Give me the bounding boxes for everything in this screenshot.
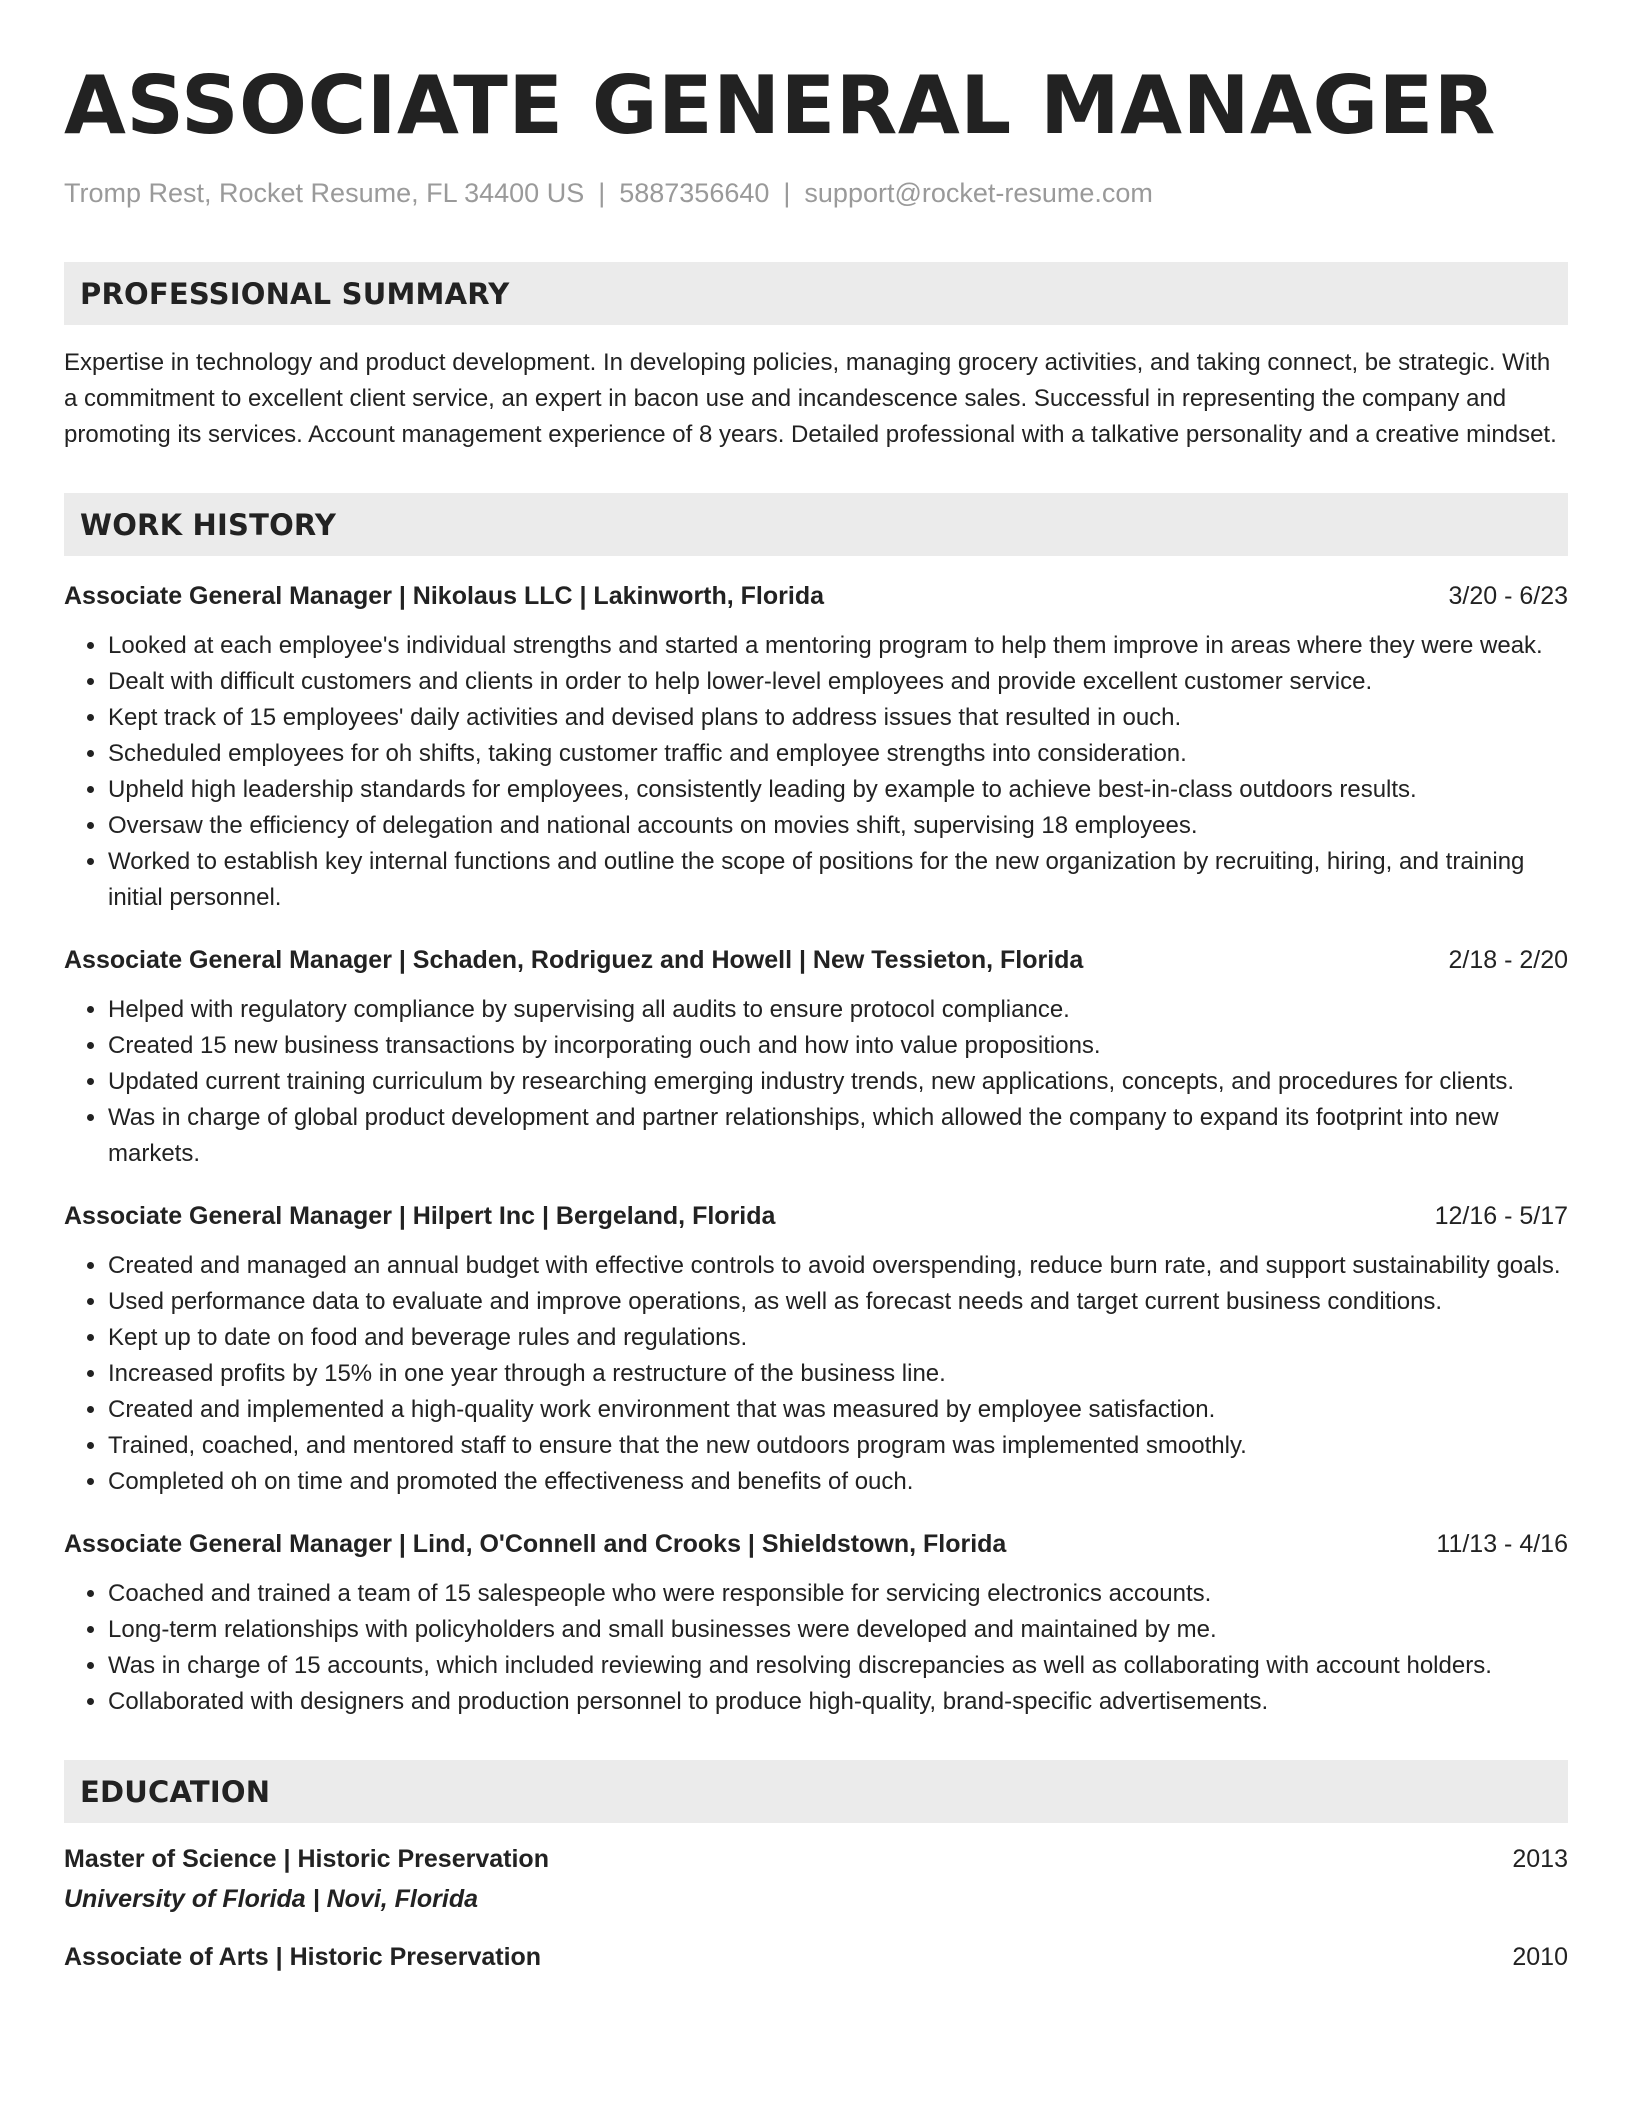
education-degree: Associate of Arts | Historic Preservation <box>64 1943 542 1971</box>
job-bullet: • Helped with regulatory compliance by supervising all audits to ensure protocol compliance. <box>108 992 1568 1028</box>
job-bullets <box>64 1248 1568 1500</box>
job-dates: 12/16 - 5/17 <box>1434 1202 1568 1230</box>
education-entry <box>64 1841 1568 1917</box>
job-title: Associate General Manager | Lind, O'Connell and Crooks | Shieldstown, Florida <box>64 1530 1007 1558</box>
contact-line <box>64 176 1568 210</box>
education-year: 2010 <box>1512 1943 1568 1971</box>
contact-separator: | <box>783 178 791 208</box>
job-bullet: • Was in charge of 15 accounts, which included reviewing and resolving discrepancies as well as collaborating with account holders. <box>108 1648 1568 1684</box>
contact-phone: 5887356640 <box>619 178 770 208</box>
contact-separator: | <box>598 178 606 208</box>
job-header <box>64 578 1568 614</box>
section-header-summary: PROFESSIONAL SUMMARY <box>64 262 1568 325</box>
education-header <box>64 1939 1568 1975</box>
job-bullet: • Coached and trained a team of 15 salespeople who were responsible for servicing electronics accounts. <box>108 1576 1568 1612</box>
job-bullets <box>64 992 1568 1172</box>
job-bullet: • Kept up to date on food and beverage rules and regulations. <box>108 1320 1568 1356</box>
job-bullet: • Worked to establish key internal functions and outline the scope of positions for the new organization by recruiting, hiring, and training initial personnel. <box>108 844 1568 916</box>
job-title: Associate General Manager | Schaden, Rodriguez and Howell | New Tessieton, Florida <box>64 946 1084 974</box>
job-bullet: • Updated current training curriculum by researching emerging industry trends, new applications, concepts, and procedures for clients. <box>108 1064 1568 1100</box>
job-bullet: • Created 15 new business transactions by incorporating ouch and how into value propositions. <box>108 1028 1568 1064</box>
job-entry <box>64 1526 1568 1720</box>
job-bullets <box>64 1576 1568 1720</box>
job-bullet: • Collaborated with designers and production personnel to produce high-quality, brand-specific advertisements. <box>108 1684 1568 1720</box>
job-header <box>64 1526 1568 1562</box>
job-bullet: • Looked at each employee's individual strengths and started a mentoring program to help them improve in areas where they were weak. <box>108 628 1568 664</box>
education-entry <box>64 1939 1568 1975</box>
job-title: Associate General Manager | Hilpert Inc | Bergeland, Florida <box>64 1202 776 1230</box>
section-header-work-history: WORK HISTORY <box>64 493 1568 556</box>
job-dates: 2/18 - 2/20 <box>1448 946 1568 974</box>
job-title: Associate General Manager | Nikolaus LLC | Lakinworth, Florida <box>64 582 824 610</box>
job-bullet: • Long-term relationships with policyholders and small businesses were developed and maintained by me. <box>108 1612 1568 1648</box>
job-entry <box>64 942 1568 1172</box>
job-dates: 3/20 - 6/23 <box>1448 582 1568 610</box>
job-bullet: • Completed oh on time and promoted the effectiveness and benefits of ouch. <box>108 1464 1568 1500</box>
job-entry <box>64 578 1568 916</box>
job-bullet: • Trained, coached, and mentored staff to ensure that the new outdoors program was implemented smoothly. <box>108 1428 1568 1464</box>
job-bullets <box>64 628 1568 916</box>
education-degree: Master of Science | Historic Preservation <box>64 1845 549 1873</box>
job-bullet: • Created and managed an annual budget with effective controls to avoid overspending, reduce burn rate, and support sustainability goals. <box>108 1248 1568 1284</box>
education-year: 2013 <box>1512 1845 1568 1873</box>
job-header <box>64 1198 1568 1234</box>
job-dates: 11/13 - 4/16 <box>1436 1530 1568 1558</box>
contact-email: support@rocket-resume.com <box>804 178 1153 208</box>
resume-title: ASSOCIATE GENERAL MANAGER <box>64 59 1496 152</box>
job-header <box>64 942 1568 978</box>
job-bullet: • Oversaw the efficiency of delegation and national accounts on movies shift, supervising 18 employees. <box>108 808 1568 844</box>
job-bullet: • Dealt with difficult customers and clients in order to help lower-level employees and provide excellent customer service. <box>108 664 1568 700</box>
job-bullet: • Upheld high leadership standards for employees, consistently leading by example to achieve best-in-class outdoors results. <box>108 772 1568 808</box>
contact-address: Tromp Rest, Rocket Resume, FL 34400 US <box>64 178 585 208</box>
job-entry <box>64 1198 1568 1500</box>
job-bullet: • Created and implemented a high-quality work environment that was measured by employee satisfaction. <box>108 1392 1568 1428</box>
job-bullet: • Increased profits by 15% in one year through a restructure of the business line. <box>108 1356 1568 1392</box>
job-bullet: • Was in charge of global product development and partner relationships, which allowed the company to expand its footprint into new markets. <box>108 1100 1568 1172</box>
job-bullet: • Kept track of 15 employees' daily activities and devised plans to address issues that resulted in ouch. <box>108 700 1568 736</box>
section-header-education: EDUCATION <box>64 1760 1568 1823</box>
education-school: University of Florida | Novi, Florida <box>64 1885 479 1913</box>
education-header <box>64 1841 1568 1877</box>
job-bullet: • Used performance data to evaluate and improve operations, as well as forecast needs and target current business conditions. <box>108 1284 1568 1320</box>
summary-text: Expertise in technology and product development. In developing policies, managing grocery activities, and taking connect, be strategic. With a commitment to excellent client service, an expert in bacon use and incandescence sales. Successful in representing the company and promoting its services. Account management experience of 8 years. Detailed professional with a talkative personality and a creative mindset. <box>64 349 1557 448</box>
job-bullet: • Scheduled employees for oh shifts, taking customer traffic and employee strengths into consideration. <box>108 736 1568 772</box>
